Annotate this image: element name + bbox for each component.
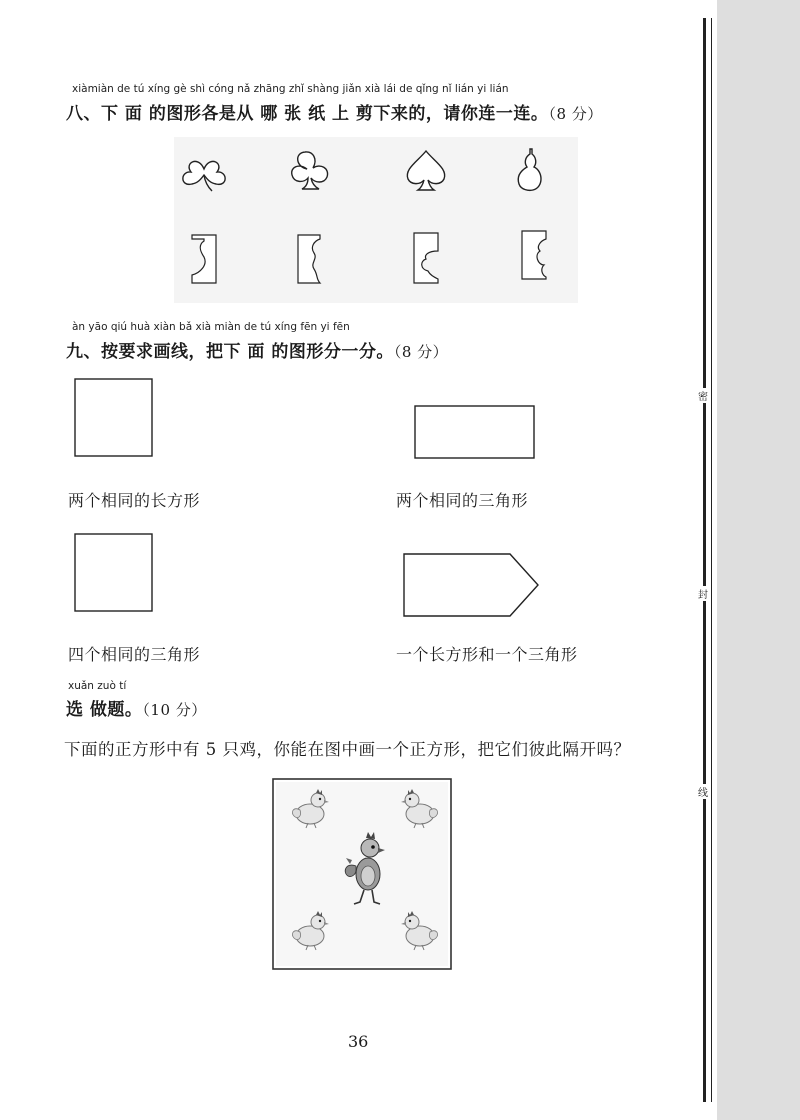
q8-title: [66, 99, 603, 124]
q10-title: [66, 695, 207, 720]
q8-figure: [174, 137, 578, 303]
q10-pinyin: xuǎn zuò tí: [68, 680, 127, 692]
page-number: 36: [348, 1032, 369, 1051]
q8-points: （8 分）: [548, 105, 603, 123]
pentagon-arrow-shape: [404, 554, 538, 616]
q8-pinyin: xiàmiàn de tú xíng gè shì cóng nǎ zhāng zhǐ shàng jiǎn xià lái de qǐng nǐ lián yi lián: [72, 83, 509, 95]
chicken-square-figure: [272, 778, 452, 970]
seal-line-thin: [711, 18, 712, 1102]
q9-title-text: 九、按要求画线，把下 面 的图形分一分。: [66, 342, 394, 362]
q9-label-2: 两个相同的三角形: [396, 491, 529, 510]
seal-char-mi: 密: [695, 388, 711, 403]
seal-char-feng: 封: [695, 586, 711, 601]
q9-points: （8 分）: [393, 343, 449, 361]
q9-label-3: 四个相同的三角形: [68, 645, 201, 664]
binding-margin: [717, 0, 800, 1120]
seal-char-xian: 线: [695, 784, 711, 799]
q10-title-text: 选 做题。: [66, 700, 143, 720]
q8-title-text: 八、下 面 的图形各是从 哪 张 纸 上 剪下来的，请你连一连。: [66, 104, 549, 124]
rectangle-shape: [415, 406, 534, 458]
q9-label-4: 一个长方形和一个三角形: [396, 645, 578, 664]
q10-points: （10 分）: [142, 701, 207, 719]
q9-title: [66, 337, 448, 362]
q9-pinyin: àn yāo qiú huà xiàn bǎ xià miàn de tú xíng fēn yi fēn: [72, 321, 350, 333]
q9-label-1: 两个相同的长方形: [68, 491, 201, 510]
q10-question-text: 下面的正方形中有 5 只鸡，你能在图中画一个正方形，把它们彼此隔开吗？: [64, 740, 631, 759]
square-shape-2: [75, 534, 152, 611]
square-shape-1: [75, 379, 152, 456]
seal-line-thick: [703, 18, 706, 1102]
